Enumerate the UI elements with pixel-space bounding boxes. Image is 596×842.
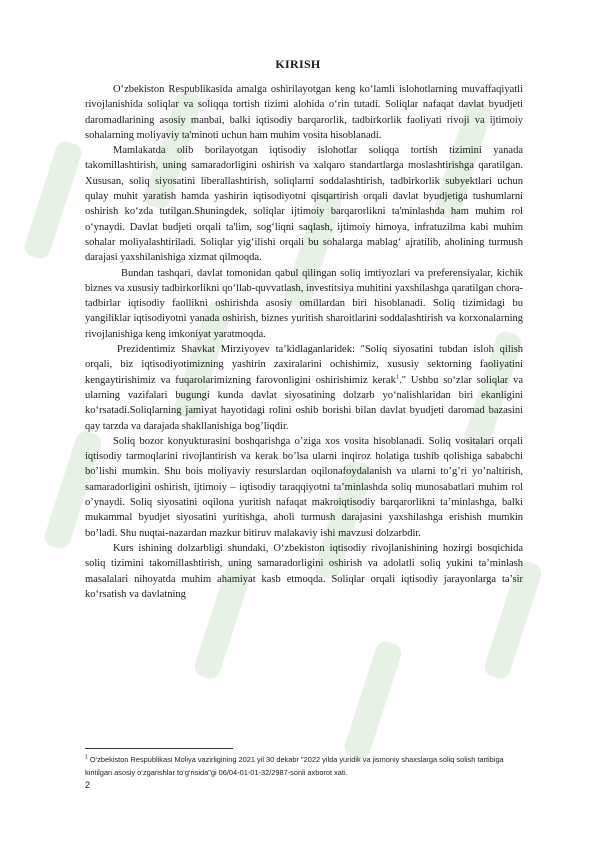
footnote-marker: 1: [85, 754, 88, 761]
footnote-text: O‘zbekiston Respublikasi Moliya vazirligining 2021 yil 30 dekabr "2022 yilda yuridik va jismoniy shaxslarga soliq solish tartibiga kiritilgan asosiy o‘zgarishlar to‘g‘risida"gi 06/04-01-01-32/2987-sonli axborot xati.: [85, 755, 504, 777]
paragraph: Kurs ishining dolzarbligi shundaki, O‘zbekiston iqtisodiy rivojlanishining hozirgi bosqichida soliq tizimini takomillashtirish, uning samaradorligini oshirish va adolatli soliq yukini ta’minlash masalalari nihoyatda muhim ahamiyat kasb etmoqda. Soliqlar orqali iqtisodiy jarayonlarga ta’sir ko‘rsatish va davlatning: [85, 542, 523, 600]
paragraph: Bundan tashqari, davlat tomonidan qabul qilingan soliq imtiyozlari va preferensiyalar, kichik biznes va xususiy tadbirkorlikni qo‘llab-quvvatlash, investitsiya muhitini yaxshilashga qaratilgan chora-tadbirlar iqtisodiy faollikni oshirishda asosiy omillardan biri hisoblanadi. Soliq tizimidagi bu yangiliklar iqtisodiyotni yanada oshirish, biznes yuritish sharoitlarini soddalashtirish va korxonalarning rivojlanishiga keng imkoniyat yaratmoqda.: [85, 267, 523, 340]
footnote-separator: [85, 748, 233, 749]
paragraph-text: ." Ushbu so‘zlar soliqlar va ularning vazifalari bugungi kunda davlat siyosatining dolzarb yo‘nalishlaridan biri ekanligini ko‘rsatadi.Soliqlarning jamiyat hayotidagi rolini oshib borishi bilan davlat byudjeti daromad bazasini qay tarzda va darajada shakllanishiga bog’liqdir.: [85, 374, 523, 432]
paragraph: [85, 342, 523, 434]
paragraph: Mamlakatda olib borilayotgan iqtisodiy islohotlar soliqqa tortish tizimini yanada takomillashtirish, uning samaradorligini oshirish va xalqaro standartlarga moslashtirishga qaratilgan. Xususan, soliq siyosatini liberallashtirish, soliqlarni soddalashtirish, tadbirkorlik subyektlari uchun qulay muhit yaratish hamda yashirin iqtisodiyotni qisqartirish orqali davlat byudjetiga tushumlarni oshirish ko‘zda tutilgan.Shuningdek, soliqlar ijtimoiy barqarorlikni ta'minlashda ham muhim rol o‘ynaydi. Davlat budjeti orqali ta'lim, sog‘liqni saqlash, ijtimoiy himoya, infratuzilma kabi muhim sohalar moliyalashtiriladi. Soliqlar yig‘ilishi orqali bu sohalarga mablag‘ ajratilib, aholining turmush darajasi yaxshilanishiga xizmat qilmoqda.: [85, 145, 523, 264]
paragraph: O‘zbekiston Respublikasida amalga oshirilayotgan keng ko‘lamli islohotlarning muvaffaqiyatli rivojlanishida soliqlar va soliqqa tortish tizimi alohida o‘rin tutadi. Soliqlar nafaqat davlat byudjeti daromadlarining asosiy manbai, balki iqtisodiy barqarorlik, tadbirkorlik faoliyati rivoji va ijtimoiy sohalarning moliyaviy ta'minoti uchun ham muhim vosita hisoblanadi.: [85, 84, 523, 141]
paragraph-text: Prezidentimiz Shavkat Mirziyoyev ta’kidlaganlaridek: "Soliq siyosatini tubdan isloh qilish orqali, biz iqtisodiyotimizning yashirin zaxiralarini ochishimiz, xususiy sektorning faoliyatini kengaytirishimiz va fuqarolarimizning farovonligini oshirishimiz kerak: [85, 344, 523, 386]
body-text: [85, 82, 523, 602]
paragraph: Soliq bozor konyukturasini boshqarishga o’ziga xos vosita hisoblanadi. Soliq vositalari orqali iqtisodiy tarmoqlarini rivojlantirish va kerak bo’lsa ularni inqiroz holatiga tushib qolishiga sababchi bo’lishi mumkin. Shu bois moliyaviy resurslardan oqilonafoydalanish va ularni to’g’ri yo’naltirish, samaradorligini oshirish, ijtimoiy – iqtisodiy taraqqiyotni ta’minlashda soliq munosabatlari muhim rol o’ynaydi. Soliq siyosatini oqilona yuritish nafaqat makroiqtisodiy barqarorlikni ta’minlashga, balki mukammal byudjet siyosatini yuritishga, aholi turmush darajasini yaxshilashga erishish mumkin bo’ladi. Shu nuqtai-nazardan mazkur bitiruv malakaviy ishi mavzusi dolzarbdir.: [85, 435, 523, 539]
page-heading: KIRISH: [275, 57, 321, 71]
footnote-reference[interactable]: 1: [395, 373, 400, 381]
footnote: [85, 754, 525, 779]
page-number: 2: [85, 780, 91, 790]
